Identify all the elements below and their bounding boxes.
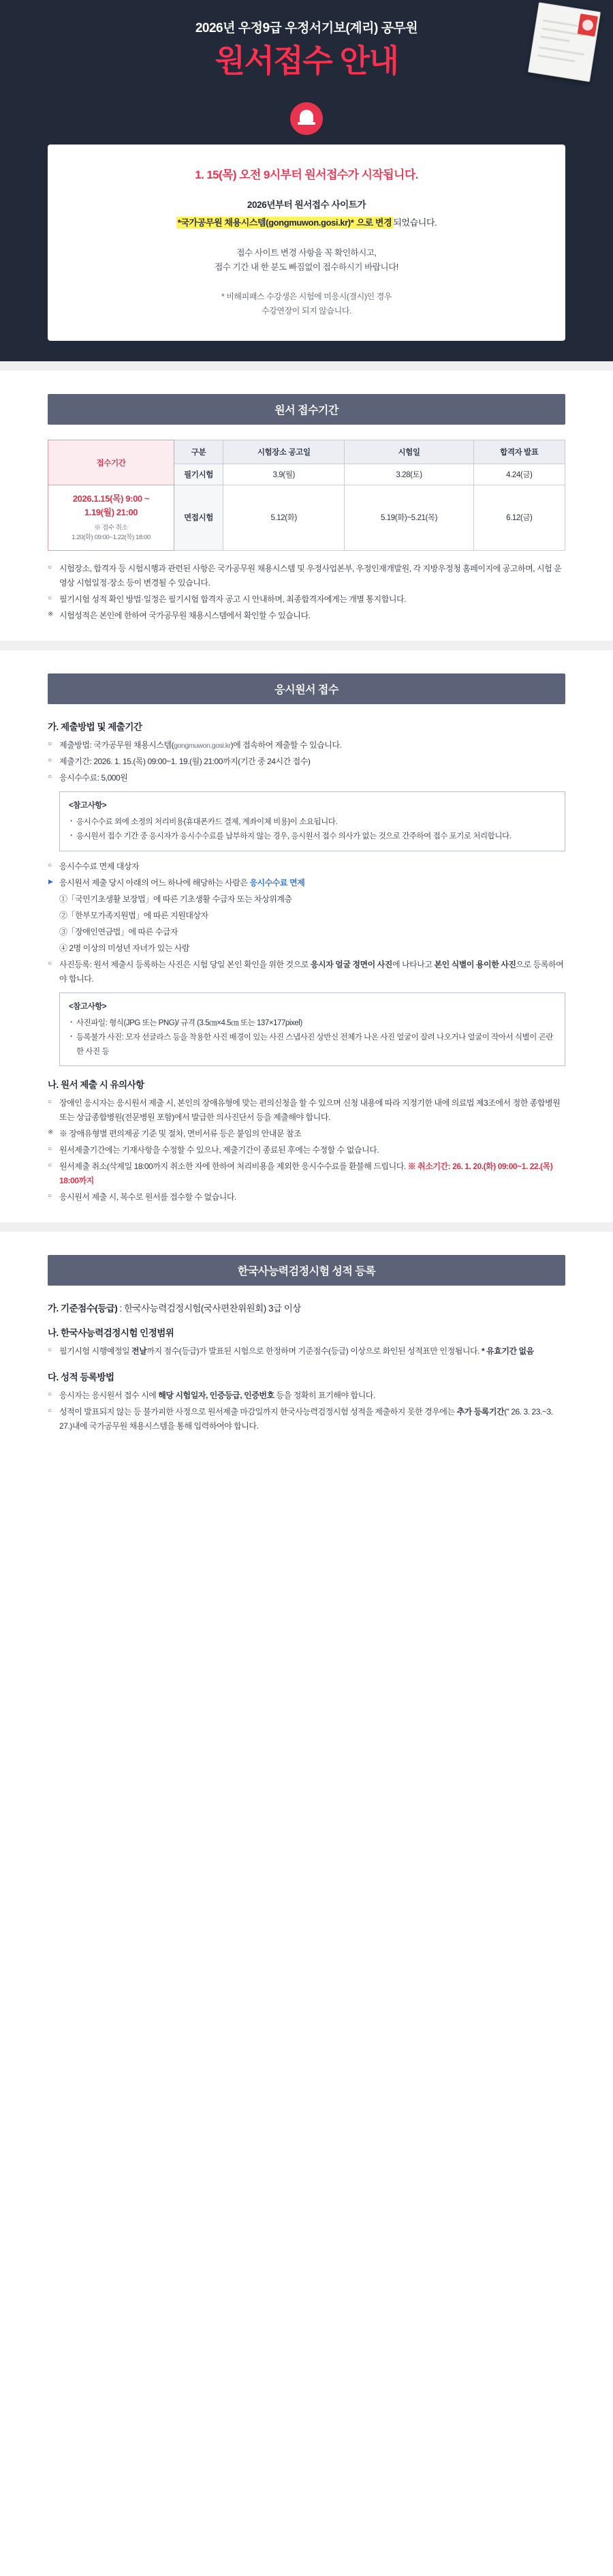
- section-application-submit: [0, 673, 613, 1205]
- fee-exempt-item: ①「국민기초생활 보장법」에 따른 기초생활 수급자 또는 차상위계층: [59, 894, 292, 904]
- history-register-item: ○ 응시자는 응시원서 접수 시에 해당 시험일자, 인증등급, 인증번호 등을 정확히 표기해야 합니다.: [48, 1389, 565, 1403]
- notice-card: [48, 145, 565, 341]
- col-result-header: 합격자 발표: [473, 440, 565, 464]
- divider-band-3: [0, 1222, 613, 1232]
- section3-heading: 한국사능력검정시험 성적 등록: [48, 1255, 565, 1286]
- note-item: ○ 필기시험 성적 확인 방법·일정은 필기시험 합격자 공고 시 안내하며, 최종합격자에게는 개별 통지합니다.: [48, 592, 565, 607]
- notice-change-text: 으로 변경: [356, 217, 392, 228]
- bell-icon-wrap: [0, 102, 613, 145]
- submit-site-link[interactable]: gongmuwon.gosi.kr: [174, 741, 231, 750]
- section1-heading: 원서 접수기간: [48, 394, 565, 425]
- history-scope-bold: 전날: [131, 1346, 147, 1357]
- cell-exam-written: 3.28(토): [345, 464, 473, 485]
- page-title: 원서접수 안내: [215, 43, 398, 78]
- photo-registration-note: ○ 사진등록: 원서 제출시 등록하는 사진은 시험 당일 본인 확인을 위한 것으로 응시자 얼굴 정면이 사진에 나타나고 본인 식별이 용이한 사진으로 등록하여야 합니다.: [48, 958, 565, 986]
- notice-line-7: 수강연장이 되지 않습니다.: [262, 305, 351, 316]
- submit-period-item: ○ 제출기간: 2026. 1. 15.(목) 09:00~1. 19.(월) 21:00까지(기간 중 24시간 접수): [48, 755, 565, 769]
- reference-item: · 등록불가 사진: 모자 선글라스 등을 착용한 사진 배경이 있는 사진 스냅사진 상반신 전체가 나온 사진 얼굴이 잘려 나오거나 얼굴이 작아서 식별이 곤란한 사진 등: [69, 1031, 556, 1059]
- col-place-header: 시험장소 공고일: [223, 440, 345, 464]
- notice-line-2: 2026년부터 원서접수 사이트가: [247, 199, 366, 210]
- divider-band-2: [0, 641, 613, 650]
- section2-b-list: [48, 1096, 565, 1204]
- section3-b-list: [48, 1344, 565, 1359]
- fee-exempt-list: [48, 860, 565, 986]
- precaution-item: ○ 원서제출 취소(삭제일 18:00까지 취소한 자에 한하여 처리비용을 제외한 응시수수료를 환불해 드립니다. ※ 취소기간: 26. 1. 20.(화) 09:00~1. 22.(목) 18:00까지: [48, 1160, 565, 1188]
- history-register-item: ○ 성적이 발표되지 않는 등 불가피한 사정으로 원서제출 마감일까지 한국사능력검정시험 성적을 제출하지 못한 경우에는 추가 등록기간('' 26. 3. 23.~3. 27.)내에 국가공무원 채용시스템을 통해 입력하여야 합니다.: [48, 1405, 565, 1434]
- photo-note-bold-2: 본인 식별이 용이한 사진: [434, 959, 516, 969]
- history-scope-item: ○ 필기시험 시행예정일 전날까지 점수(등급)가 발표된 시험으로 한정하며 기준점수(등급) 이상으로 화인된 성적표만 인정됩니다. * 유효기간 없음: [48, 1344, 565, 1359]
- precaution-item: ○ 응시원서 제출 시, 복수로 원서를 접수할 수 없습니다.: [48, 1190, 565, 1204]
- reference-item: · 응시원서 접수 기간 중 응시자가 응시수수료를 납부하지 않는 경우, 응시원서 접수 의사가 없는 것으로 간주하여 접수 포기로 처리합니다.: [69, 830, 556, 844]
- reference-item: · 사진파일: 형식(JPG 또는 PNG)/ 규격 (3.5㎝×4.5㎝ 또는 137×177pixel): [69, 1016, 556, 1031]
- cell-result-written: 4.24(금): [473, 464, 565, 485]
- col-division-header: 구분: [174, 440, 223, 464]
- section-korean-history-score: [0, 1255, 613, 1458]
- notice-section: [0, 102, 613, 361]
- precaution-subnote: ※ ※ 장애유형별 편의제공 기준 및 절차, 면비서류 등은 붙임의 안내문 참조: [48, 1127, 565, 1141]
- table-row: [48, 485, 565, 551]
- section2-b-title: 나. 원서 제출 시 유의사항: [48, 1080, 144, 1091]
- schedule-table: [48, 440, 565, 551]
- precaution-item: ○ 원서제출기간에는 기재사항을 수정할 수 있으나, 제출기간이 종료된 후에는 수정할 수 없습니다.: [48, 1143, 565, 1157]
- cell-result-interview: 6.12(금): [473, 485, 565, 551]
- section2-heading: 응시원서 접수: [48, 673, 565, 704]
- section2-a-list: [48, 738, 565, 785]
- hero-banner: [0, 0, 613, 102]
- fee-exempt-item: ③「장애인연금법」에 따른 수급자: [59, 926, 178, 937]
- section3-c-title: 다. 성적 등록방법: [48, 1372, 114, 1383]
- notice-line-1: 1. 15(목) 오전 9시부터 원서접수가 시작됩니다.: [195, 168, 418, 181]
- section-application-period: [0, 394, 613, 623]
- submit-fee-item: ○ 응시수수료: 5,000원: [48, 771, 565, 785]
- row-label-written: 필기시험: [174, 464, 223, 485]
- row-label-interview: 면접시험: [174, 485, 223, 551]
- submit-method-item: ○ 제출방법: 국가공무원 채용시스템(gongmuwon.gosi.kr)에 접속하여 제출할 수 있습니다.: [48, 738, 565, 753]
- history-register-bold: 해당 시험일자, 인증등급, 인증번호: [158, 1391, 274, 1401]
- fee-exempt-head: ○ 응시수수료 면제 대상자: [48, 860, 565, 874]
- reference-box-2-title: <참고사항>: [69, 1002, 107, 1011]
- section3-b-title: 나. 한국사능력검정시험 인정범위: [48, 1328, 174, 1339]
- history-validity-note: * 유효기간 없음: [481, 1346, 534, 1357]
- envelope-icon: [527, 2, 603, 87]
- cell-place-interview: 5.12(화): [223, 485, 345, 551]
- fee-exempt-lead-bold: 응시수수료 면제: [249, 877, 305, 888]
- note-item: ※ 시험성적은 본인에 한하여 국가공무원 채용시스템에서 확인할 수 있습니다.: [48, 609, 565, 623]
- notice-line-3-end: 되었습니다.: [393, 217, 437, 228]
- history-extra-period-bold: 추가 등록기간: [456, 1407, 505, 1417]
- section2-a-title: 가. 제출방법 및 제출기간: [48, 721, 142, 732]
- reference-item: · 응시수수료 외에 소정의 처리비용(휴대폰카드 결제, 계좌이체 비용)이 소요됩니다.: [69, 815, 556, 830]
- notice-line-5: 접수 기간 내 한 분도 빠짐없이 접수하시기 바랍니다!: [215, 262, 398, 273]
- fee-exempt-lead: ▶ 응시원서 제출 당시 아래의 어느 하나에 해당하는 사람은 응시수수료 면제: [48, 876, 565, 890]
- cancel-period-prefix: ※ 취소기간:: [407, 1162, 453, 1172]
- photo-note-bold-1: 응시자 얼굴 정면이 사진: [310, 959, 392, 969]
- fee-exempt-item: ④ 2명 이상의 미성년 자녀가 있는 사람: [59, 943, 190, 953]
- bell-icon: [290, 102, 323, 135]
- section3-c-list: [48, 1389, 565, 1434]
- section3-a-line: 가. 기준점수(등급) : 한국사능력검정시험(국사편찬위원회) 3급 이상: [48, 1303, 301, 1314]
- cancel-period-value: 26. 1. 20.(화) 09:00~1. 22.(목) 18:00까지: [59, 1162, 553, 1186]
- notice-line-6: * 비해피패스 수강생은 시험에 미응시(결시)인 경우: [221, 292, 392, 302]
- notice-line-3: [72, 215, 541, 228]
- period-sub-text: ※ 접수 취소 1.20(화) 09:00~1.22(목) 18:00: [72, 524, 151, 542]
- reference-box-2: [59, 992, 565, 1067]
- period-main-text: 2026.1.15(목) 9:00 ~ 1.19(월) 21:00: [72, 494, 150, 517]
- divider-band-1: [0, 361, 613, 371]
- section3-a-text: 한국사능력검정시험(국사편찬위원회) 3급 이상: [124, 1303, 301, 1314]
- cell-exam-interview: 5.19(화)~5.21(목): [345, 485, 473, 551]
- hero-subtitle: 2026년 우정9급 우정서기보(계리) 공무원: [195, 21, 418, 35]
- section1-notes: [48, 562, 565, 623]
- notice-site-highlight: *국가공무원 채용시스템(gongmuwon.gosi.kr)*: [177, 217, 354, 228]
- notice-line-4: 접수 사이트 변경 사항을 꼭 확인하시고,: [236, 247, 377, 258]
- section3-a-title: 가. 기준점수(등급): [48, 1303, 118, 1314]
- col-period-header: 접수기간: [48, 440, 174, 485]
- cell-place-written: 3.9(월): [223, 464, 345, 485]
- table-header-row: [48, 440, 565, 464]
- col-exam-date-header: 시험일: [345, 440, 473, 464]
- note-item: ○ 시험장소, 합격자 등 시험시행과 관련된 사항은 국가공무원 채용시스템 및 우정사업본부, 우정인재개발원, 각 지방우정청 홈페이지에 공고하며, 시험 운영상 시험일정·장소 등이 변경될 수 있습니다.: [48, 562, 565, 590]
- reference-box-1: [59, 791, 565, 851]
- cell-period: [48, 485, 174, 551]
- precaution-item: ○ 장애인 응시자는 응시원서 제출 시, 본인의 장애유형에 맞는 편의신청을 할 수 있으며 신청 내용에 따라 지정기한 내에 의료법 제3조에서 정한 종합병원 또는 상급종합병원(전문병원 포함)에서 발급한 의사진단서 등을 제출해야 합니다.: [48, 1096, 565, 1125]
- reference-box-1-title: <참고사항>: [69, 801, 107, 810]
- fee-exempt-item: ②「한부모가족지원법」에 따른 지원대상자: [59, 910, 208, 920]
